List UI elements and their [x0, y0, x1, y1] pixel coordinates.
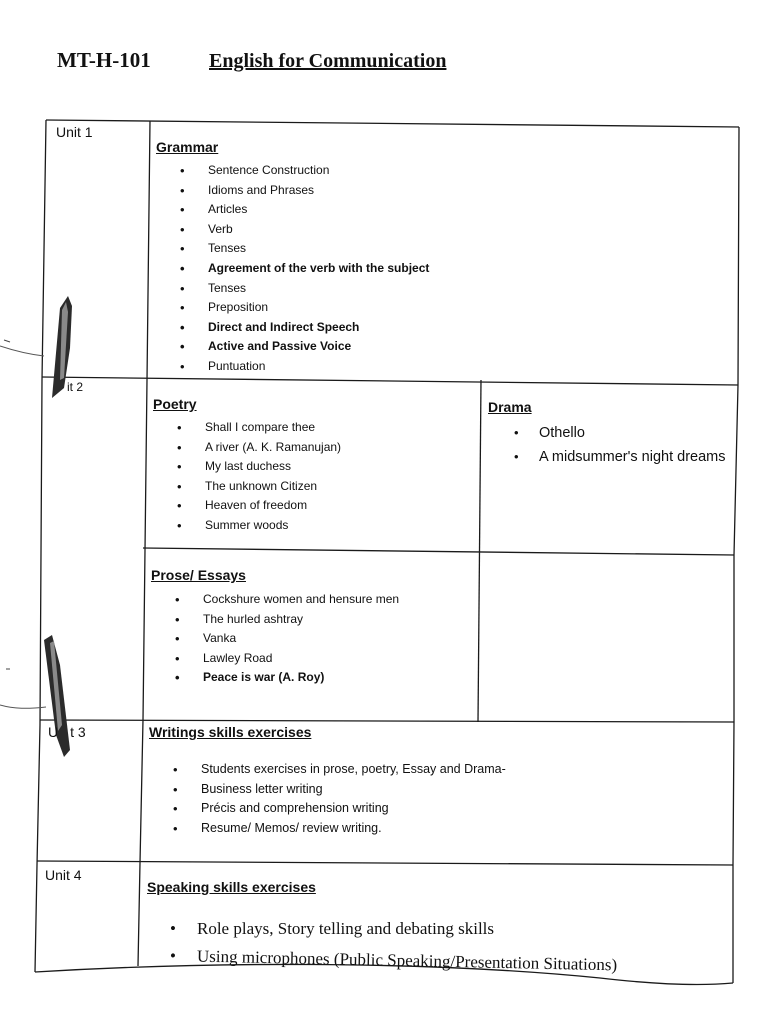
list-item: • Puntuation [180, 357, 429, 377]
list-item: • Vanka [175, 629, 399, 649]
poetry-heading: Poetry [153, 396, 197, 412]
unit-2-label: it 2 [67, 380, 84, 394]
list-item: • Role plays, Story telling and debating skills [170, 915, 617, 942]
grammar-heading: Grammar [156, 139, 219, 155]
list-item: • Peace is war (A. Roy) [175, 668, 399, 688]
list-item: • Sentence Construction [180, 161, 429, 181]
course-code: MT-H-101 [57, 48, 151, 72]
unit-4-label: Unit 4 [45, 867, 82, 883]
list-item: • Agreement of the verb with the subject [180, 259, 429, 279]
list-item: • Business letter writing [173, 780, 506, 800]
list-item: • Précis and comprehension writing [173, 799, 506, 819]
list-item: • A midsummer's night dreams [514, 445, 726, 469]
drama-list [514, 421, 726, 469]
list-item: • Active and Passive Voice [180, 337, 429, 357]
prose-heading: Prose/ Essays [151, 567, 246, 583]
list-item: • The hurled ashtray [175, 610, 399, 630]
binder-clip-icon [0, 635, 90, 760]
prose-list [175, 590, 399, 688]
list-item: • The unknown Citizen [177, 477, 341, 497]
list-item: • Idioms and Phrases [180, 181, 429, 201]
unit-3-label-prefix: U [48, 724, 59, 740]
list-item: • My last duchess [177, 457, 341, 477]
list-item: • Heaven of freedom [177, 496, 341, 516]
speaking-list [170, 915, 618, 975]
list-item: • Preposition [180, 298, 429, 318]
speaking-heading: Speaking skills exercises [147, 879, 316, 895]
writing-list [173, 760, 506, 838]
list-item: • Students exercises in prose, poetry, Essay and Drama- [173, 760, 506, 780]
list-item: • Tenses [180, 239, 429, 259]
list-item: • Verb [180, 220, 429, 240]
list-item: • Using microphones (Public Speaking/Presentation Situations) [170, 942, 618, 978]
poetry-list [177, 418, 341, 536]
writing-heading: Writings skills exercises [149, 724, 312, 740]
list-item: • Tenses [180, 279, 429, 299]
list-item: • Summer woods [177, 516, 341, 536]
list-item: • Shall I compare thee [177, 418, 341, 438]
list-item: • Articles [180, 200, 429, 220]
unit-1-label: Unit 1 [56, 124, 93, 140]
unit-3-label [48, 724, 86, 740]
course-title: English for Communication [209, 50, 447, 72]
unit-3-label-suffix: t 3 [70, 724, 86, 740]
list-item: • Resume/ Memos/ review writing. [173, 819, 506, 839]
drama-heading: Drama [488, 399, 532, 415]
list-item: • Cockshure women and hensure men [175, 590, 399, 610]
list-item: • Direct and Indirect Speech [180, 318, 429, 338]
list-item: • Othello [514, 421, 726, 445]
list-item: • A river (A. K. Ramanujan) [177, 438, 341, 458]
grammar-list [180, 161, 429, 377]
list-item: • Lawley Road [175, 649, 399, 669]
